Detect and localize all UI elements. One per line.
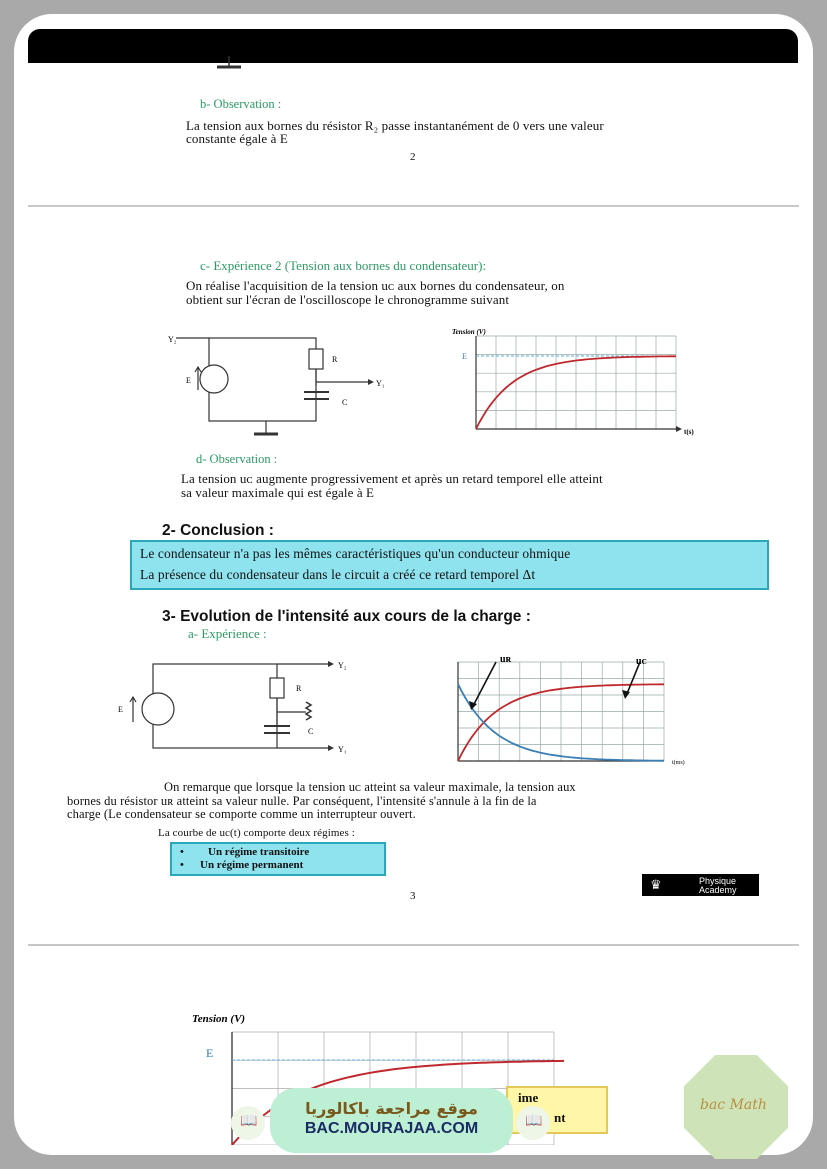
circuit1-y1-label: Y₁ — [376, 379, 385, 388]
uc-chart-xlabel: t(s) — [684, 428, 694, 436]
observation-text-2: constante égale à E — [186, 131, 288, 146]
regimes-intro: La courbe de uc(t) comporte deux régimes : — [158, 827, 355, 839]
remark-line-1: On remarque que lorsque la tension uᴄ atteint sa valeur maximale, la tension aux — [164, 780, 576, 794]
rc-circuit-diagram — [146, 322, 406, 440]
regime-box-text-1: ime — [518, 1090, 539, 1105]
ground-symbol — [209, 56, 249, 76]
experience-2-text-1: On réalise l'acquisition de la tension uᴄ aux bornes du condensateur, on — [186, 278, 565, 293]
large-chart-e-label: E — [206, 1046, 214, 1060]
logo-text-1: Physique — [699, 876, 737, 886]
page-divider-2 — [28, 944, 799, 946]
observation-d-heading: d- Observation : — [196, 452, 278, 466]
uc-chart-e-label: E — [462, 352, 467, 361]
regime-2-label: Un régime permanent — [200, 859, 304, 871]
circuit2-e-label: E — [118, 705, 123, 714]
observation-heading: b- Observation : — [200, 97, 282, 111]
regime-1-label: Un régime transitoire — [208, 846, 310, 858]
page-divider — [28, 205, 799, 207]
physique-academy-logo — [642, 874, 759, 896]
circuit2-r-label: R — [296, 684, 302, 693]
circuit2-y2-label: Y₂ — [338, 661, 347, 670]
uc-chart-ylabel: Tension (V) — [452, 328, 486, 336]
regime-item-1: • Un régime transitoire — [180, 846, 310, 858]
banner-url[interactable]: BAC.MOURAJAA.COM — [304, 1120, 479, 1137]
uc-chart — [444, 324, 704, 444]
rc-circuit-2-diagram — [106, 654, 366, 759]
large-chart-ylabel: Tension (V) — [192, 1013, 246, 1025]
circuit1-e-label: E — [186, 376, 191, 385]
evolution-title: 3- Evolution de l'intensité aux cours de la charge : — [162, 608, 531, 625]
conclusion-title: 2- Conclusion : — [162, 522, 274, 539]
page-number-3: 3 — [410, 890, 416, 902]
book-icon-right: 📖 — [525, 1114, 543, 1129]
remark-line-3: charge (Le condensateur se comporte comme un interrupteur ouvert. — [67, 807, 416, 821]
uc-chart-grid — [476, 336, 676, 429]
circuit1-y2-label: Y₂ — [168, 335, 177, 344]
bac-math-badge-text: bac Math — [700, 1097, 767, 1113]
ur-label: uʀ — [500, 654, 512, 665]
experience-a-heading: a- Expérience : — [188, 626, 267, 641]
conclusion-line-1: Le condensateur n'a pas les mêmes caractéristiques qu'un conducteur ohmique — [140, 546, 571, 561]
banner-icon-right — [516, 1106, 550, 1140]
circuit1-r-label: R — [332, 355, 338, 364]
remark-line-2: bornes du résistor uʀ atteint sa valeur nulle. Par conséquent, l'intensité s'annule à la fin de la — [67, 794, 537, 808]
experience-2-text-2: obtient sur l'écran de l'oscilloscope le chronogramme suivant — [186, 292, 510, 307]
uc-label: uᴄ — [636, 656, 647, 667]
page-number-2: 2 — [410, 151, 416, 163]
circuit2-y1-label: Y₁ — [338, 745, 347, 754]
banner-icon-left — [231, 1106, 265, 1140]
regime-item-2: • Un régime permanent — [180, 859, 304, 871]
ur-uc-chart — [450, 636, 720, 776]
banner-arabic-text: موقع مراجعة باكالوريا — [305, 1099, 478, 1118]
observation-d-text-1: La tension uᴄ augmente progressivement et après un retard temporel elle atteint — [181, 471, 603, 486]
conclusion-box — [130, 540, 769, 590]
experience-2-heading: c- Expérience 2 (Tension aux bornes du condensateur): — [200, 258, 487, 273]
logo-text-2: Academy — [699, 885, 737, 895]
circuit1-c-label: C — [342, 398, 348, 407]
book-icon-left: 📖 — [240, 1114, 258, 1129]
observation-d-text-2: sa valeur maximale qui est égale à E — [181, 485, 375, 500]
crown-icon: ♛ — [650, 877, 662, 892]
bac-mourajaa-banner[interactable] — [270, 1088, 513, 1153]
top-bar — [28, 29, 798, 63]
document-frame — [14, 14, 813, 1155]
regime-box-text-2: nt — [554, 1110, 566, 1125]
circuit2-c-label: C — [308, 727, 314, 736]
regimes-box — [170, 842, 386, 876]
ur-uc-chart-xlabel: t(ms) — [672, 760, 685, 766]
conclusion-line-2: La présence du condensateur dans le circuit a créé ce retard temporel Δt — [140, 567, 536, 582]
observation-text-1: La tension aux bornes du résistor R₂ passe instantanément de 0 vers une valeur — [186, 118, 604, 133]
